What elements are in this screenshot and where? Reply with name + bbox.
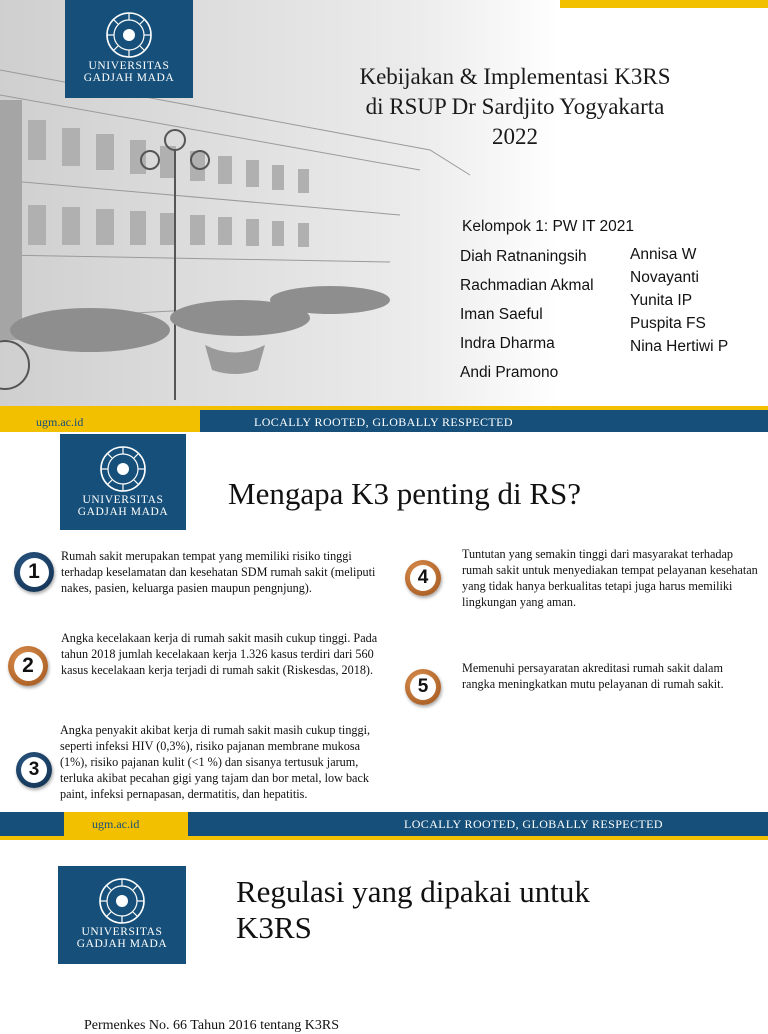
ugm-logo: [60, 434, 186, 530]
badge-number: 5: [410, 674, 436, 700]
regulation-item: Permenkes No. 66 Tahun 2016 tentang K3RS: [84, 1018, 340, 1033]
footer-gold-strip: [0, 836, 768, 840]
badge-number: 4: [410, 565, 436, 591]
logo-line-1: UNIVERSITAS: [88, 60, 170, 72]
slide-footer: [0, 410, 768, 434]
number-badge-5: [405, 669, 441, 705]
member-name: Annisa W: [630, 246, 697, 263]
logo-line-2: GADJAH MADA: [76, 938, 168, 950]
ugm-logo: [58, 866, 186, 964]
slide-why-k3: [0, 432, 768, 844]
member-name: Yunita IP: [630, 292, 693, 309]
point-text-3: Angka penyakit akibat kerja di rumah sakit masih cukup tinggi, seperti infeksi HIV (0,3%), risiko pajanan membrane mukosa (1%), risiko pajanan kulit (<1 %) dan sisanya tertusuk jarum, terluka akibat pecahan gigi yang tajam dan bor metal, low back paint, infeksi pernapasan, dermatitis, dan hepatitis.: [60, 723, 371, 801]
title-line-2: di RSUP Dr Sardjito Yogyakarta: [365, 94, 665, 119]
footer-url[interactable]: ugm.ac.id: [64, 812, 188, 836]
member-name: Indra Dharma: [460, 335, 555, 352]
point-text-2: Angka kecelakaan kerja di rumah sakit masih cukup tinggi. Pada tahun 2018 jumlah kecelakaan kerja 1.326 kasus terdiri dari 560 kasus kecelakaan kerja terjadi di rumah sakit (Riskesdas, 2018).: [61, 631, 378, 677]
members-list-right: [630, 246, 728, 361]
member-name: Nina Hertiwi P: [630, 338, 729, 355]
number-badge-4: [405, 560, 441, 596]
slide-footer: [0, 812, 768, 836]
member-name: Diah Ratnaningsih: [460, 248, 587, 265]
badge-number: 3: [21, 757, 47, 783]
logo-line-1: UNIVERSITAS: [82, 494, 164, 506]
ugm-emblem-icon: [95, 876, 149, 926]
point-text-5: Memenuhi persayaratan akreditasi rumah sakit dalam rangka meningkatkan mutu pelayanan di rumah sakit.: [462, 661, 724, 691]
point-text-4: Tuntutan yang semakin tinggi dari masyarakat terhadap rumah sakit untuk menyediakan tempat pelayanan kesehatan yang tidak hanya berkualitas tetapi juga harus memiliki lingkungan yang aman.: [462, 547, 758, 609]
logo-line-2: GADJAH MADA: [83, 72, 175, 84]
slide-title: [236, 874, 590, 946]
number-badge-3: [16, 752, 52, 788]
badge-number: 1: [20, 558, 49, 587]
logo-line-1: UNIVERSITAS: [81, 926, 163, 938]
member-name: Iman Saeful: [460, 306, 543, 323]
members-list-left: [460, 248, 594, 393]
member-name: Puspita FS: [630, 315, 706, 332]
presentation-title: [320, 62, 710, 152]
slide-title: [0, 0, 768, 432]
title-line-2: K3RS: [236, 910, 312, 945]
footer-tagline: LOCALLY ROOTED, GLOBALLY RESPECTED: [404, 817, 663, 831]
group-label: Kelompok 1: PW IT 2021: [462, 218, 635, 235]
badge-number: 2: [14, 652, 43, 681]
member-name: Andi Pramono: [460, 364, 559, 381]
ugm-emblem-icon: [102, 10, 156, 60]
footer-tagline: LOCALLY ROOTED, GLOBALLY RESPECTED: [254, 415, 513, 429]
title-line-1: Kebijakan & Implementasi K3RS: [359, 64, 671, 89]
title-line-1: Regulasi yang dipakai untuk: [236, 874, 590, 909]
footer-url[interactable]: ugm.ac.id: [0, 410, 200, 434]
logo-line-2: GADJAH MADA: [77, 506, 169, 518]
number-badge-2: [8, 646, 48, 686]
title-line-3: 2022: [492, 124, 538, 149]
slide-regulations: [0, 844, 768, 1033]
member-name: Rachmadian Akmal: [460, 277, 594, 294]
ugm-emblem-icon: [96, 444, 150, 494]
point-text-1: Rumah sakit merupakan tempat yang memiliki risiko tinggi terhadap keselamatan dan kesehatan SDM rumah sakit (meliputi nakes, pasien, keluarga pasien maupun pengnjung).: [61, 549, 376, 595]
slide-title: Mengapa K3 penting di RS?: [228, 476, 582, 511]
member-name: Novayanti: [630, 269, 699, 286]
number-badge-1: [14, 552, 54, 592]
ugm-logo: [65, 0, 193, 98]
